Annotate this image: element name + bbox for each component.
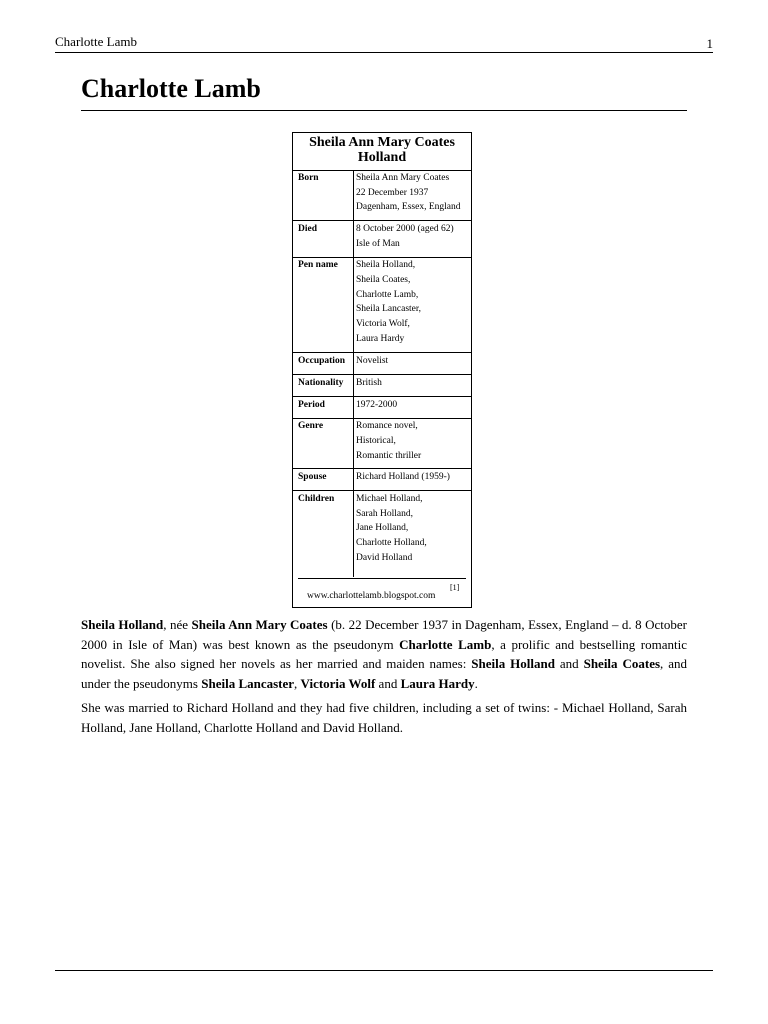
infobox-divider [293,490,471,491]
infobox-divider [293,220,471,221]
bold-name: Victoria Wolf [300,675,376,691]
website-link[interactable]: www.charlottelamb.blogspot.com [307,591,436,601]
infobox-divider [293,374,471,375]
infobox-value-pen-name: Sheila Holland, [356,260,416,270]
text-run: , a prolific and bestselling romantic novelist. She also signed her novels as her married and maiden names: [81,636,687,671]
infobox-value-born: 22 December 1937 [356,187,429,198]
infobox-value-died: 8 October 2000 (aged 62) [356,224,454,234]
infobox-divider [293,352,471,353]
infobox-label-period: Period [298,400,325,410]
infobox-label-occupation: Occupation [298,356,345,366]
infobox-value-nationality: British [356,378,382,388]
infobox-label-nationality: Nationality [298,378,344,388]
infobox [292,132,472,608]
text-run: , née [163,617,192,632]
running-header [55,34,713,53]
bold-name: Sheila Holland [81,617,164,632]
infobox-value-pen-name: Laura Hardy [356,333,405,344]
infobox-label-died: Died [298,224,317,234]
infobox-label-pen-name: Pen name [298,260,338,270]
infobox-value-occupation: Novelist [356,356,389,366]
running-title: Charlotte Lamb [55,34,137,49]
text-run: , [294,675,301,691]
paragraph-intro [81,615,687,693]
bold-name: Sheila Ann Mary Coates [191,617,328,632]
infobox-value-born: Sheila Ann Mary Coates [356,173,450,183]
page-number: 1 [706,36,713,51]
infobox-divider [293,396,471,397]
article-title: Charlotte Lamb [81,72,687,111]
text-run: and [554,656,584,671]
bold-name: Laura Hardy [400,675,475,691]
infobox-divider [293,468,471,469]
infobox-value-pen-name: Sheila Coates, [356,274,411,285]
infobox-label-spouse: Spouse [298,472,327,482]
infobox-value-born: Dagenham, Essex, England [356,202,461,212]
infobox-value-spouse: Richard Holland (1959-) [356,472,450,482]
infobox-value-pen-name: Victoria Wolf, [356,318,410,329]
infobox-label-born: Born [298,173,319,183]
text-run: . [474,675,478,691]
bold-name: Sheila Coates [583,656,661,671]
infobox-value-genre: Romantic thriller [356,450,422,461]
infobox-label-genre: Genre [298,421,324,431]
text-run: and [375,675,401,691]
text-run: , and under the pseudonyms [81,656,687,691]
infobox-value-children: Michael Holland, [356,494,423,504]
infobox-value-period: 1972-2000 [356,400,398,410]
bold-name: Sheila Holland [471,656,555,671]
paragraph-family [81,698,687,737]
infobox-value-pen-name: Sheila Lancaster, [356,304,422,314]
infobox-value-children: Jane Holland, [356,523,409,533]
text-run: She was married to Richard Holland and they had five children, including a set of twins: - Michael Holland, Sarah Holland, Jane Holland, Charlotte Holland and David Holland. [81,700,687,735]
infobox-value-children: David Holland [356,552,413,563]
infobox-label-children: Children [298,494,335,504]
text-run: (b. 22 December 1937 in Dagenham, Essex, England – d. 8 October 2000 in Isle of Man) was best known as the pseudonym [81,617,688,652]
infobox-value-children: Charlotte Holland, [356,538,427,548]
bold-name: Sheila Lancaster [201,675,295,691]
article-body [81,615,687,742]
infobox-footer-rule [298,578,466,579]
infobox-value-died: Isle of Man [356,238,400,249]
infobox-value-children: Sarah Holland, [356,508,413,519]
footer-rule [55,970,713,971]
infobox-value-pen-name: Charlotte Lamb, [356,289,419,300]
infobox-value-genre: Historical, [356,436,396,446]
footnote-ref[interactable]: [1] [450,583,460,592]
infobox-caption: Sheila Ann Mary Coates Holland [309,135,455,165]
infobox-value-genre: Romance novel, [356,421,418,431]
bold-name: Charlotte Lamb [399,636,492,652]
